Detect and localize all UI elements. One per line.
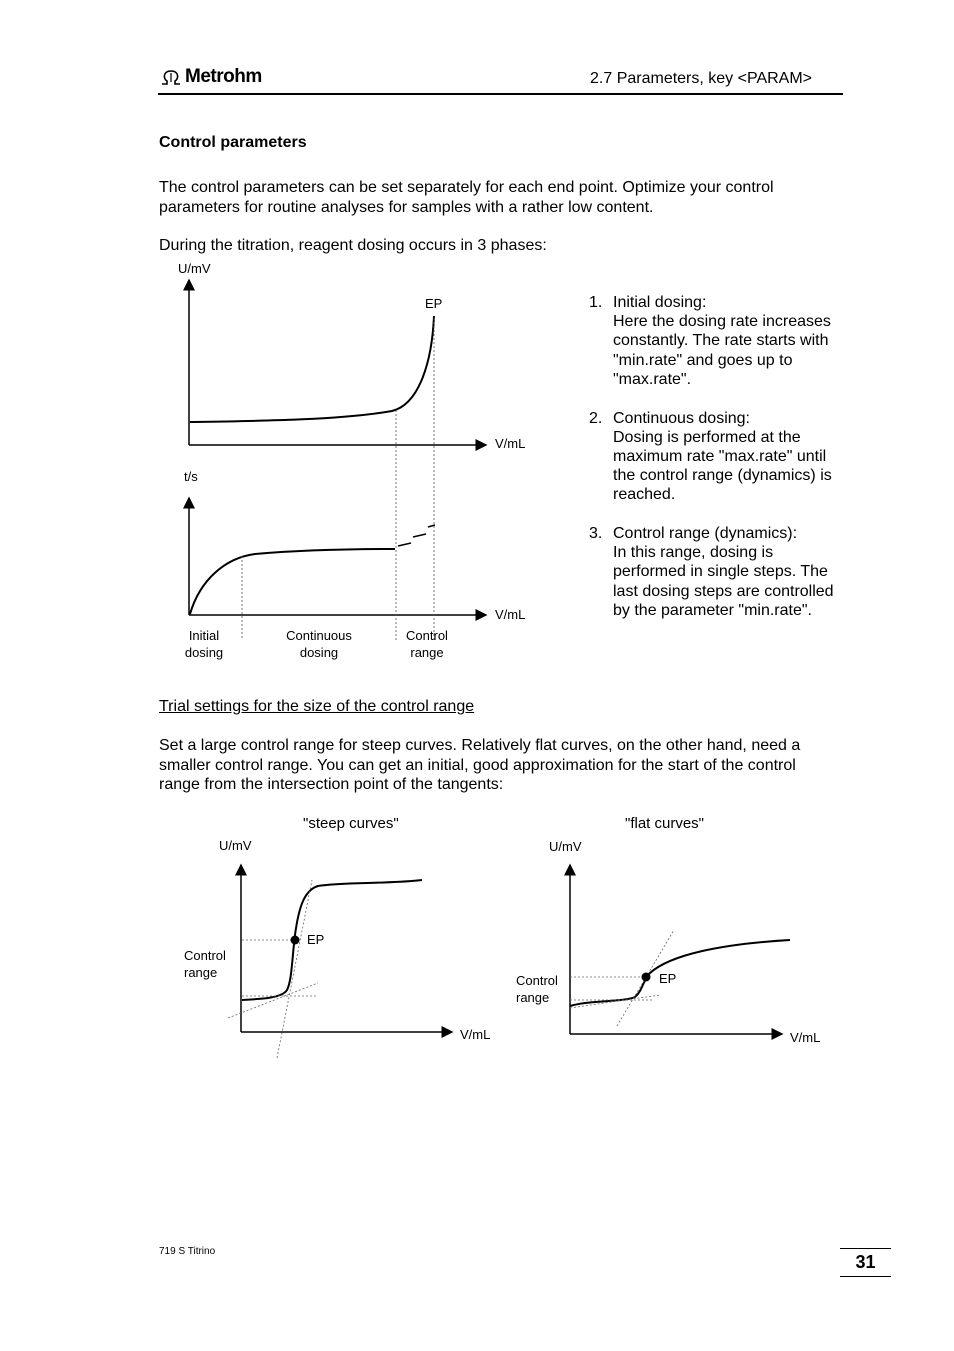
phase-number: 3. [589, 525, 603, 543]
steep-caption: "steep curves" [303, 815, 399, 832]
phase-title: Initial dosing: [613, 294, 707, 311]
top-xlabel: V/mL [495, 436, 526, 451]
trial-paragraph: Set a large control range for steep curves. Relatively flat curves, on the other hand, need a smaller control range. You can get an initial, good approximation for the start of the control range from the intersection point of the tangents: [159, 737, 801, 793]
time-curve [190, 549, 395, 614]
steep-range-label-2: range [184, 965, 218, 980]
steep-xlabel: V/mL [460, 1027, 491, 1042]
phase-title: Control range (dynamics): [613, 525, 798, 543]
page-title: Control parameters [159, 134, 307, 151]
flat-caption: "flat curves" [625, 815, 705, 832]
phase-item [589, 524, 849, 620]
steep-range-label-1: Control [184, 948, 226, 963]
phase-number: 1. [589, 294, 603, 311]
steep-ylabel: U/mV [219, 838, 252, 853]
flat-ep-label: EP [659, 971, 677, 986]
phase-title: Continuous dosing: [613, 409, 750, 427]
flat-ylabel: U/mV [549, 839, 582, 854]
phase-label-continuous-1: Continuous [286, 628, 352, 643]
phases-intro: During the titration, reagent dosing occurs in 3 phases: [159, 237, 547, 254]
phase-label-initial-1: Initial [188, 628, 220, 643]
section-header: 2.7 Parameters, key <PARAM> [590, 70, 813, 87]
phases-list [589, 293, 849, 640]
phase-item [589, 293, 849, 389]
phase-text: Here the dosing rate increases constantly. The rate starts with "min.rate" and goes up to "max.rate". [613, 313, 831, 388]
steep-ep-point [291, 936, 300, 945]
phase-text: In this range, dosing is performed in single steps. The last dosing steps are controlled by the parameter "min.rate". [613, 544, 834, 619]
phase-label-initial-2: dosing [184, 645, 224, 660]
flat-ep-point [642, 973, 651, 982]
step-segment-1 [398, 543, 411, 546]
flat-range-label-2: range [516, 990, 550, 1005]
bottom-ylabel: t/s [184, 469, 198, 484]
phase-label-control-1: Control [406, 628, 448, 643]
steep-curve [242, 880, 422, 1000]
phase-label-continuous-2: dosing [299, 645, 339, 660]
flat-range-label-1: Control [516, 973, 558, 988]
phase-label-control-2: range [410, 645, 444, 660]
titration-curve [190, 316, 434, 422]
flat-xlabel: V/mL [790, 1030, 821, 1045]
steep-ep-label: EP [307, 932, 325, 947]
footer-product: 719 S Titrino [159, 1246, 216, 1257]
flat-curve [570, 940, 790, 1006]
step-segment-2 [413, 534, 426, 537]
trial-heading: Trial settings for the size of the control range [159, 698, 475, 715]
phase-item [589, 409, 849, 505]
phase-number: 2. [589, 409, 603, 427]
bottom-xlabel: V/mL [495, 607, 526, 622]
intro-paragraph: The control parameters can be set separately for each end point. Optimize your control parameters for routine analyses for samples with a rather low content. [159, 179, 774, 216]
flat-tangent-flat [570, 995, 660, 1008]
ep-label: EP [425, 296, 443, 311]
logo-text: Metrohm [185, 66, 262, 87]
top-ylabel: U/mV [178, 261, 211, 276]
page-number: 31 [840, 1248, 891, 1277]
phase-text: Dosing is performed at the maximum rate "max.rate" until the control range (dynamics) is reached. [613, 428, 832, 504]
